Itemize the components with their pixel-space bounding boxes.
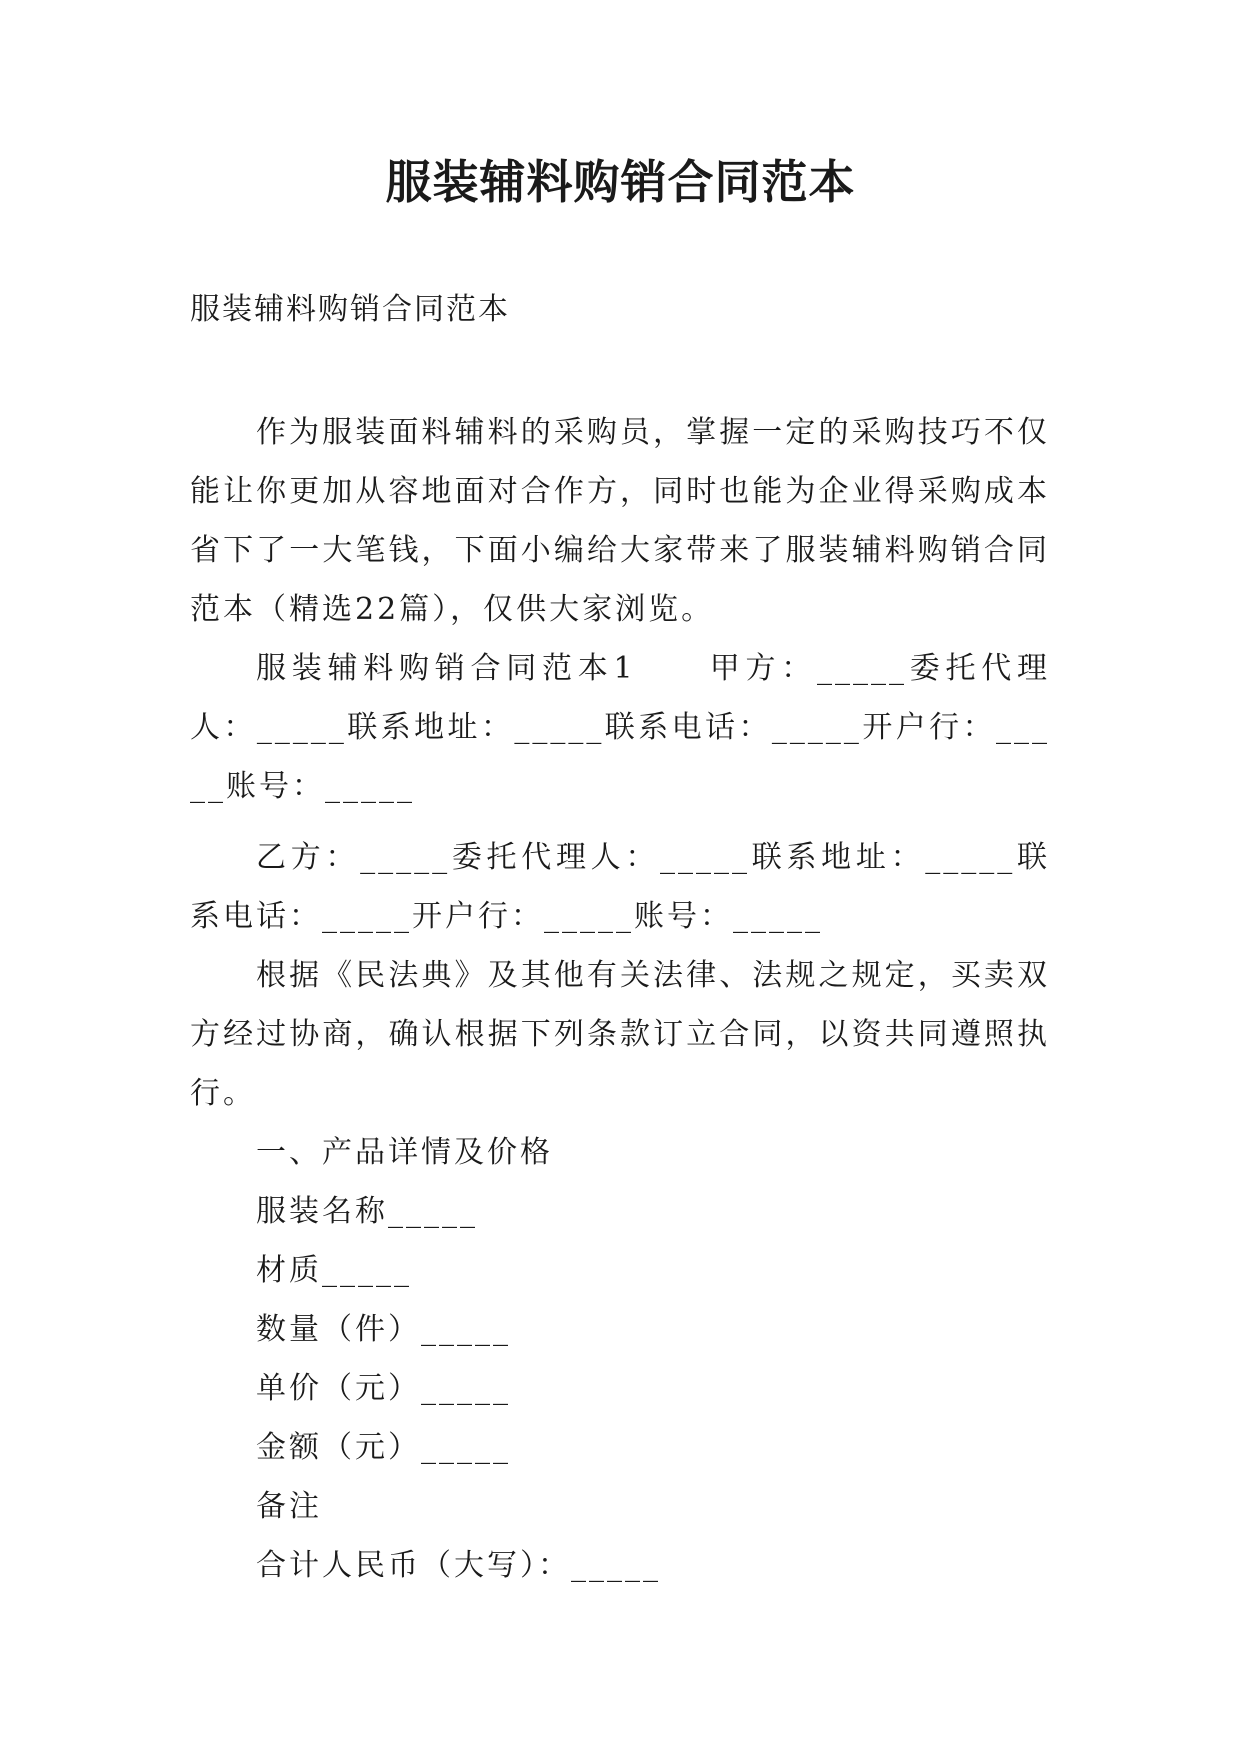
item-total-rmb: 合计人民币（大写）：_____	[256, 1548, 661, 1583]
item-amount: 金额（元）_____	[256, 1430, 511, 1465]
party-b-paragraph: 乙方：_____委托代理人：_____联系地址：_____联系电话：_____开户行：_____账号：_____	[190, 840, 1050, 934]
document-subtitle: 服装辅料购销合同范本	[190, 292, 510, 327]
party-a-paragraph: 服装辅料购销合同范本1 甲方：_____委托代理人：_____联系地址：_____联系电话：_____开户行：_____账号：_____	[190, 651, 1050, 804]
item-quantity: 数量（件）_____	[256, 1312, 511, 1347]
document-title: 服装辅料购销合同范本	[385, 155, 856, 209]
section-heading: 一、产品详情及价格	[256, 1135, 553, 1170]
intro-paragraph: 作为服装面料辅料的采购员，掌握一定的采购技巧不仅能让你更加从容地面对合作方，同时也能为企业得采购成本省下了一大笔钱，下面小编给大家带来了服装辅料购销合同范本（精选22篇），仅供大家浏览。	[190, 415, 1050, 627]
item-remarks: 备注	[256, 1489, 322, 1524]
document-body	[190, 403, 1050, 1595]
item-unit-price: 单价（元）_____	[256, 1371, 511, 1406]
item-garment-name: 服装名称_____	[256, 1194, 478, 1229]
item-material: 材质_____	[256, 1253, 412, 1288]
agreement-paragraph: 根据《民法典》及其他有关法律、法规之规定，买卖双方经过协商，确认根据下列条款订立合同，以资共同遵照执行。	[190, 958, 1050, 1111]
